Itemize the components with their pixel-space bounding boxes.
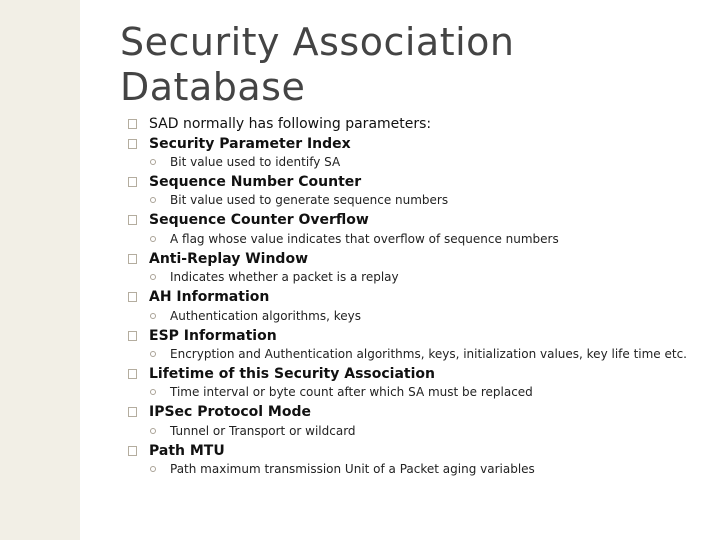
sub-item-text: Bit value used to identify SA <box>170 155 341 169</box>
list-item <box>128 136 351 152</box>
item-label: Sequence Number Counter <box>149 174 362 190</box>
square-bullet-icon <box>128 331 137 341</box>
intro-text: SAD normally has following parameters: <box>149 116 432 132</box>
square-bullet-icon <box>128 446 137 456</box>
ring-bullet-icon <box>150 351 156 357</box>
item-label: Path MTU <box>149 443 225 459</box>
sub-item <box>150 193 448 207</box>
sub-item-text: Bit value used to generate sequence numbers <box>170 193 449 207</box>
item-label: IPSec Protocol Mode <box>149 404 311 420</box>
item-label: Sequence Counter Overflow <box>149 212 369 228</box>
sub-item-text: Indicates whether a packet is a replay <box>170 270 399 284</box>
sub-item-text: A flag whose value indicates that overflow of sequence numbers <box>170 232 559 246</box>
sub-item <box>150 309 361 323</box>
item-label: Lifetime of this Security Association <box>149 366 435 382</box>
item-label: AH Information <box>149 289 270 305</box>
sub-item-text: Path maximum transmission Unit of a Packet aging variables <box>170 462 535 476</box>
ring-bullet-icon <box>150 313 156 319</box>
square-bullet-icon <box>128 369 137 379</box>
list-item <box>128 174 361 190</box>
item-label: Anti-Replay Window <box>149 251 308 267</box>
sub-item <box>150 424 356 438</box>
square-bullet-icon <box>128 215 137 225</box>
square-bullet-icon <box>128 407 137 417</box>
sub-item-text: Encryption and Authentication algorithms, keys, initialization values, key life time etc. <box>170 347 687 361</box>
ring-bullet-icon <box>150 274 156 280</box>
list-item <box>128 404 311 420</box>
title-line-1: Security Association <box>120 20 515 64</box>
list-item <box>128 212 369 228</box>
square-bullet-icon <box>128 139 137 149</box>
square-bullet-icon <box>128 119 137 129</box>
list-item <box>128 443 225 459</box>
sub-item-text: Time interval or byte count after which SA must be replaced <box>170 385 533 399</box>
square-bullet-icon <box>128 292 137 302</box>
list-item <box>128 328 277 344</box>
list-item <box>128 366 435 382</box>
square-bullet-icon <box>128 177 137 187</box>
sub-item <box>150 347 687 361</box>
item-label: ESP Information <box>149 328 277 344</box>
sub-item <box>150 462 535 476</box>
ring-bullet-icon <box>150 428 156 434</box>
ring-bullet-icon <box>150 197 156 203</box>
sub-item <box>150 385 533 399</box>
ring-bullet-icon <box>150 236 156 242</box>
sub-item <box>150 270 399 284</box>
sub-item-text: Tunnel or Transport or wildcard <box>170 424 356 438</box>
square-bullet-icon <box>128 254 137 264</box>
intro-bullet <box>128 116 431 132</box>
sub-item <box>150 155 340 169</box>
ring-bullet-icon <box>150 159 156 165</box>
sub-item <box>150 232 559 246</box>
list-item <box>128 289 269 305</box>
list-item <box>128 251 308 267</box>
title-line-2: Database <box>120 65 306 109</box>
ring-bullet-icon <box>150 466 156 472</box>
item-label: Security Parameter Index <box>149 136 351 152</box>
sub-item-text: Authentication algorithms, keys <box>170 309 361 323</box>
ring-bullet-icon <box>150 389 156 395</box>
